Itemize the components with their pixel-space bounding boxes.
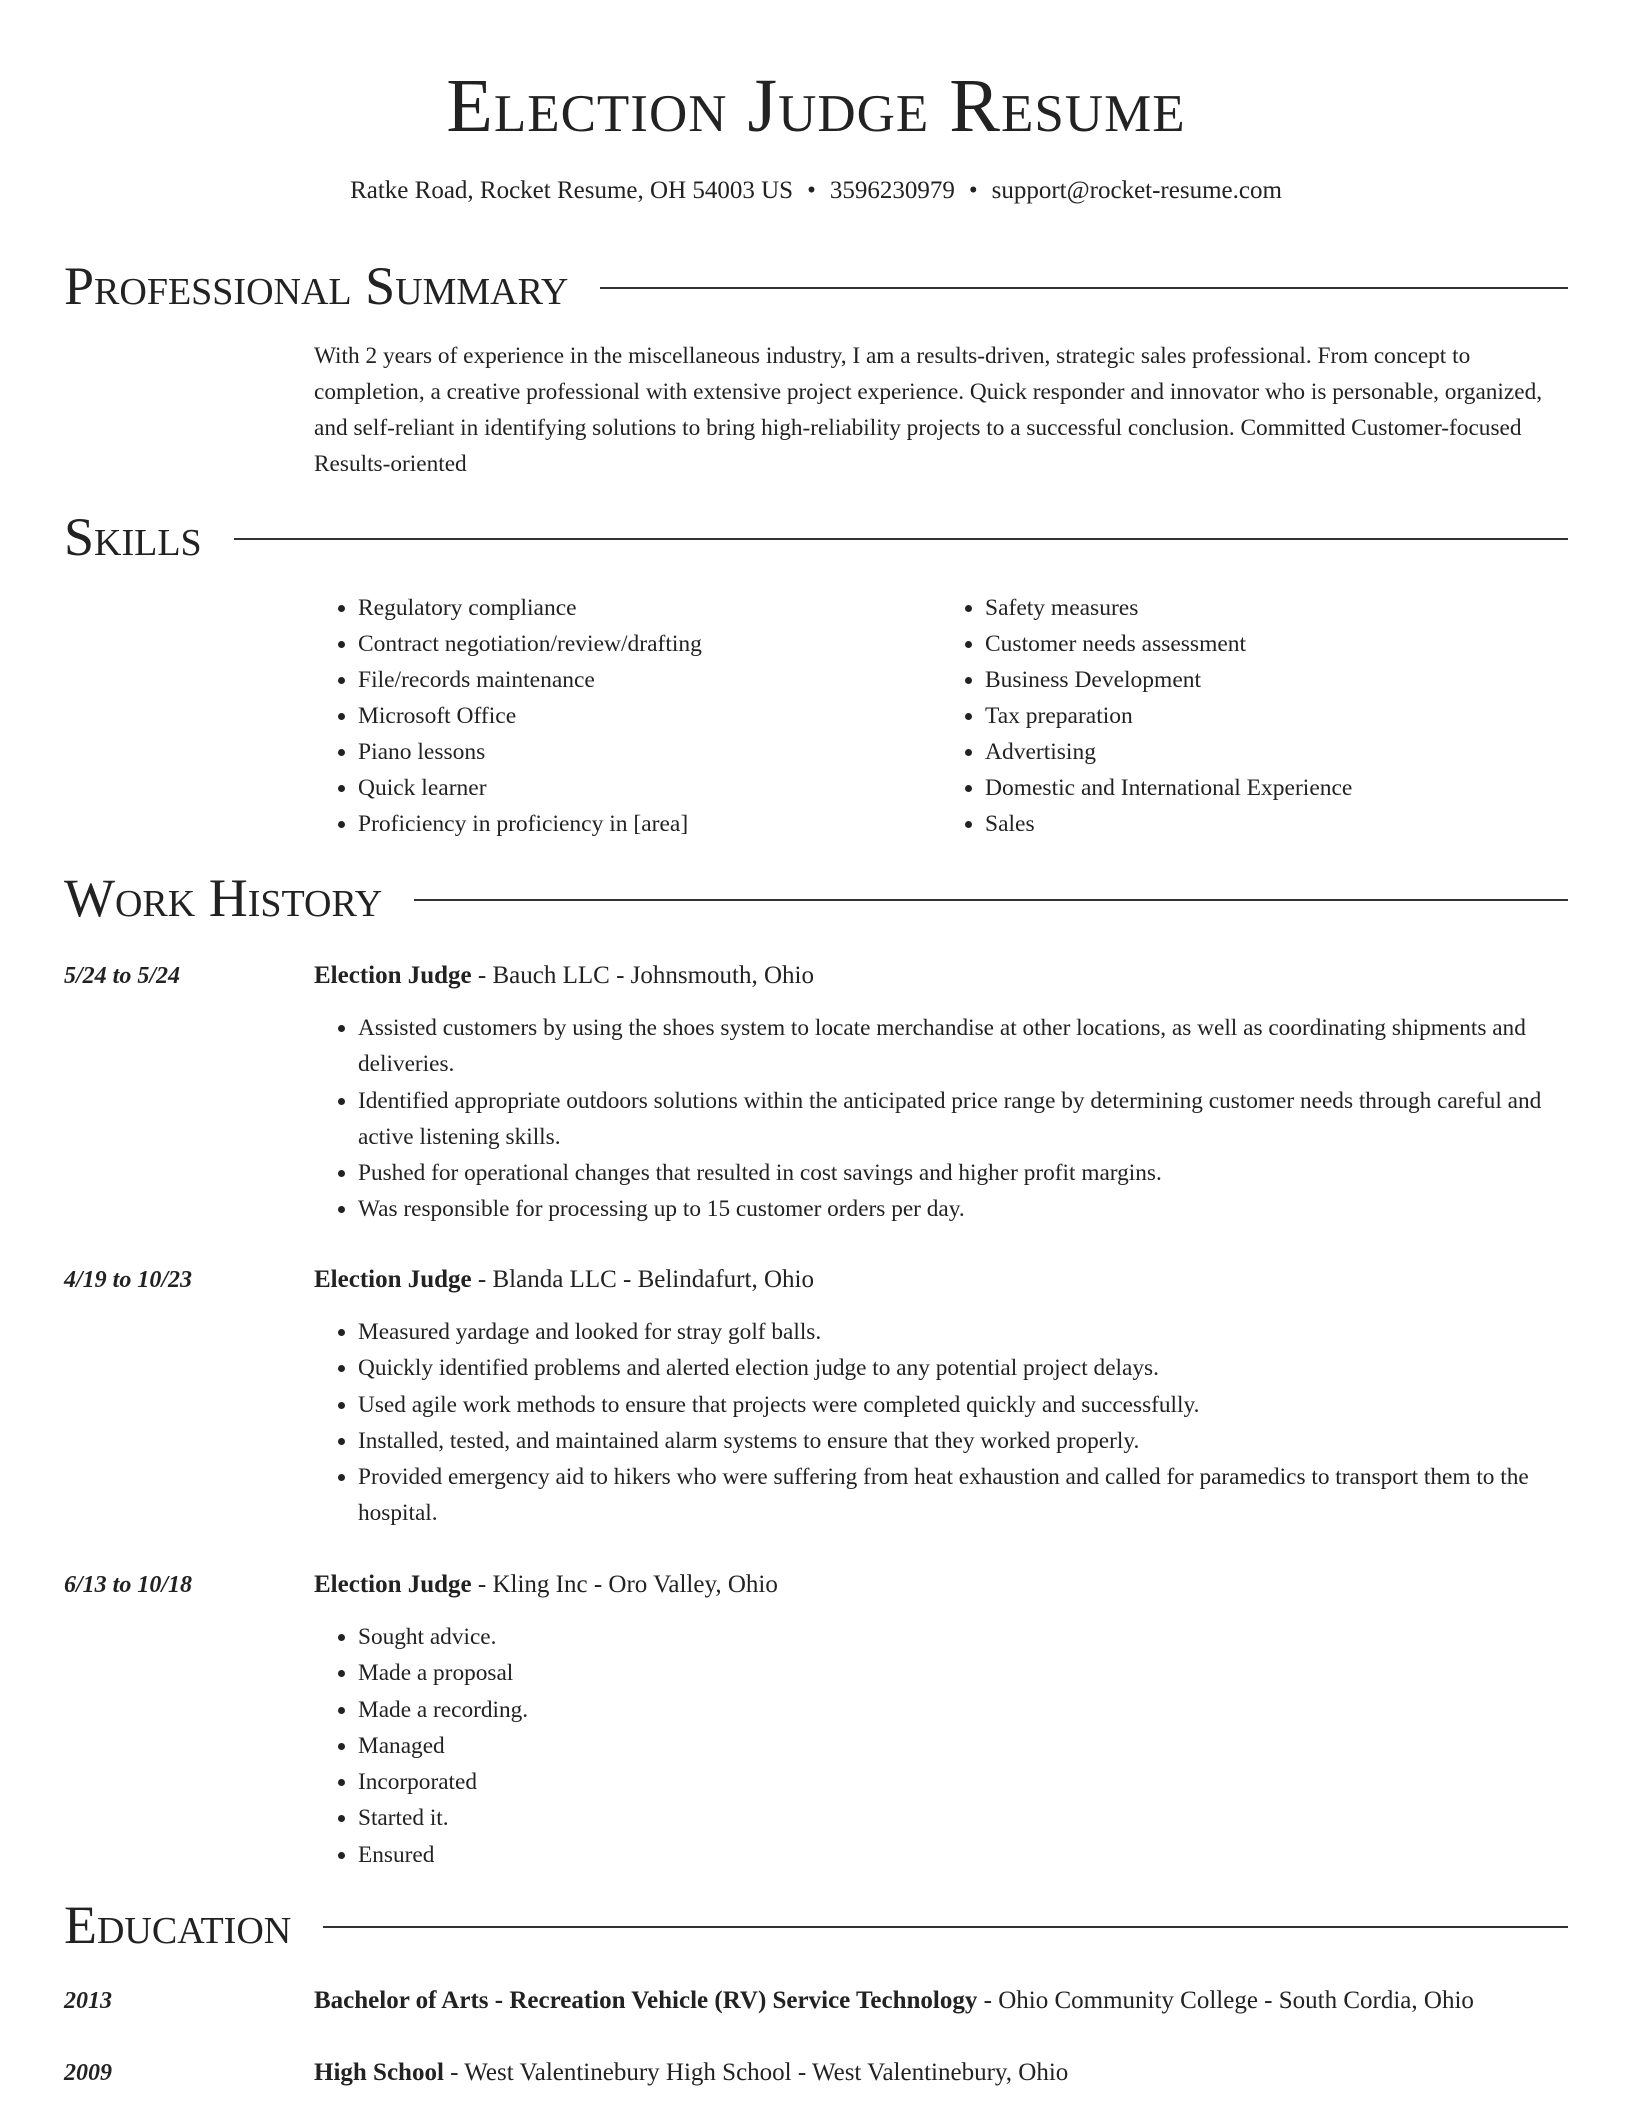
contact-phone: 3596230979 bbox=[829, 177, 955, 204]
work-bullet: • Used agile work methods to ensure that projects were completed quickly and successfully. bbox=[358, 1387, 1568, 1423]
skill-item: • Proficiency in proficiency in [area] bbox=[358, 806, 941, 842]
skill-item: • Advertising bbox=[985, 734, 1568, 770]
work-bullet: • Sought advice. bbox=[358, 1619, 1568, 1655]
education-details: - Ohio Community College - South Cordia, Ohio bbox=[977, 1987, 1474, 2014]
work-bullet: • Pushed for operational changes that resulted in cost savings and higher profit margins. bbox=[358, 1155, 1568, 1191]
summary-text: With 2 years of experience in the miscellaneous industry, I am a results-driven, strategic sales professional. From concept to completion, a creative professional with extensive project experience. Quick responder and innovator who is personable, organized, and self-reliant in identifying solutions to bring high-reliability projects to a successful conclusion. Committed Customer-focused Results-oriented bbox=[314, 343, 1543, 477]
section-divider bbox=[600, 287, 1568, 289]
work-entry-header bbox=[64, 958, 1568, 994]
work-dates: 4/19 to 10/23 bbox=[64, 1267, 193, 1293]
skill-item: • Microsoft Office bbox=[358, 698, 941, 734]
work-dates: 5/24 to 5/24 bbox=[64, 963, 181, 989]
work-entry bbox=[64, 1567, 1568, 1873]
work-info bbox=[314, 1567, 778, 1603]
education-degree: Bachelor of Arts - Recreation Vehicle (RV) Service Technology bbox=[314, 1987, 978, 2014]
work-info bbox=[314, 958, 814, 994]
work-details: - Bauch LLC - Johnsmouth, Ohio bbox=[471, 962, 814, 989]
education-entry bbox=[64, 2055, 1568, 2091]
education-entry bbox=[64, 1983, 1568, 2019]
section-title-summary: Professional Summary bbox=[64, 256, 569, 316]
skill-item: • Customer needs assessment bbox=[985, 626, 1568, 662]
section-header-work bbox=[64, 866, 1568, 930]
contact-separator: • bbox=[968, 177, 978, 204]
section-title-education: Education bbox=[64, 1895, 292, 1955]
skills-list bbox=[314, 590, 1568, 842]
work-info bbox=[314, 1262, 814, 1298]
skill-item: • Tax preparation bbox=[985, 698, 1568, 734]
work-details: - Blanda LLC - Belindafurt, Ohio bbox=[471, 1266, 814, 1293]
work-bullet: • Measured yardage and looked for stray golf balls. bbox=[358, 1314, 1568, 1350]
work-bullet: • Assisted customers by using the shoes system to locate merchandise at other locations, as well as coordinating shipments and deliveries. bbox=[358, 1010, 1568, 1083]
work-position: Election Judge bbox=[314, 1571, 472, 1598]
skill-item: • Safety measures bbox=[985, 590, 1568, 626]
work-bullet: • Was responsible for processing up to 15 customer orders per day. bbox=[358, 1191, 1568, 1227]
work-position: Election Judge bbox=[314, 962, 472, 989]
work-bullets bbox=[314, 1314, 1568, 1532]
section-divider bbox=[234, 538, 1568, 540]
work-bullets bbox=[314, 1010, 1568, 1228]
skills-column-left bbox=[314, 590, 941, 842]
contact-email[interactable]: support@rocket-resume.com bbox=[991, 177, 1282, 204]
section-title-work: Work History bbox=[64, 868, 383, 928]
section-header-summary bbox=[64, 254, 1568, 318]
education-degree: High School bbox=[314, 2059, 444, 2086]
resume-title: Election Judge Resume bbox=[446, 64, 1186, 148]
work-bullet: • Provided emergency aid to hikers who were suffering from heat exhaustion and called for paramedics to transport them to the hospital. bbox=[358, 1459, 1568, 1532]
section-header-education bbox=[64, 1893, 1568, 1957]
contact-line bbox=[0, 174, 1632, 208]
skills-column-right bbox=[941, 590, 1568, 842]
skill-item: • Piano lessons bbox=[358, 734, 941, 770]
work-entry bbox=[64, 958, 1568, 1228]
work-dates: 6/13 to 10/18 bbox=[64, 1572, 193, 1598]
section-title-skills: Skills bbox=[64, 507, 202, 567]
work-bullet: • Quickly identified problems and alerted election judge to any potential project delays. bbox=[358, 1350, 1568, 1386]
contact-separator: • bbox=[807, 177, 816, 204]
work-bullet: • Started it. bbox=[358, 1800, 1568, 1836]
skill-item: • Business Development bbox=[985, 662, 1568, 698]
education-info bbox=[314, 1983, 1474, 2019]
work-bullet: • Identified appropriate outdoors solutions within the anticipated price range by determining customer needs through careful and active listening skills. bbox=[358, 1083, 1568, 1156]
skill-item: • Contract negotiation/review/drafting bbox=[358, 626, 941, 662]
section-header-skills bbox=[64, 505, 1568, 569]
work-bullet: • Managed bbox=[358, 1728, 1568, 1764]
work-entry-header bbox=[64, 1567, 1568, 1603]
education-details: - West Valentinebury High School - West Valentinebury, Ohio bbox=[443, 2059, 1069, 2086]
work-entry-header bbox=[64, 1262, 1568, 1298]
work-bullet: • Ensured bbox=[358, 1837, 1568, 1873]
skill-item: • Domestic and International Experience bbox=[985, 770, 1568, 806]
work-position: Election Judge bbox=[314, 1266, 472, 1293]
education-info bbox=[314, 2055, 1068, 2091]
work-bullets bbox=[314, 1619, 1568, 1873]
work-bullet: • Made a recording. bbox=[358, 1692, 1568, 1728]
contact-address: Ratke Road, Rocket Resume, OH 54003 US bbox=[350, 177, 794, 204]
section-divider bbox=[323, 1926, 1568, 1928]
skill-item: • Sales bbox=[985, 806, 1568, 842]
skill-item: • File/records maintenance bbox=[358, 662, 941, 698]
skill-item: • Quick learner bbox=[358, 770, 941, 806]
work-bullet: • Made a proposal bbox=[358, 1655, 1568, 1691]
section-divider bbox=[414, 899, 1568, 901]
work-bullet: • Incorporated bbox=[358, 1764, 1568, 1800]
work-details: - Kling Inc - Oro Valley, Ohio bbox=[471, 1571, 778, 1598]
education-year: 2009 bbox=[64, 2060, 112, 2086]
education-year: 2013 bbox=[64, 1988, 112, 2014]
skill-item: • Regulatory compliance bbox=[358, 590, 941, 626]
work-bullet: • Installed, tested, and maintained alarm systems to ensure that they worked properly. bbox=[358, 1423, 1568, 1459]
work-entry bbox=[64, 1262, 1568, 1532]
